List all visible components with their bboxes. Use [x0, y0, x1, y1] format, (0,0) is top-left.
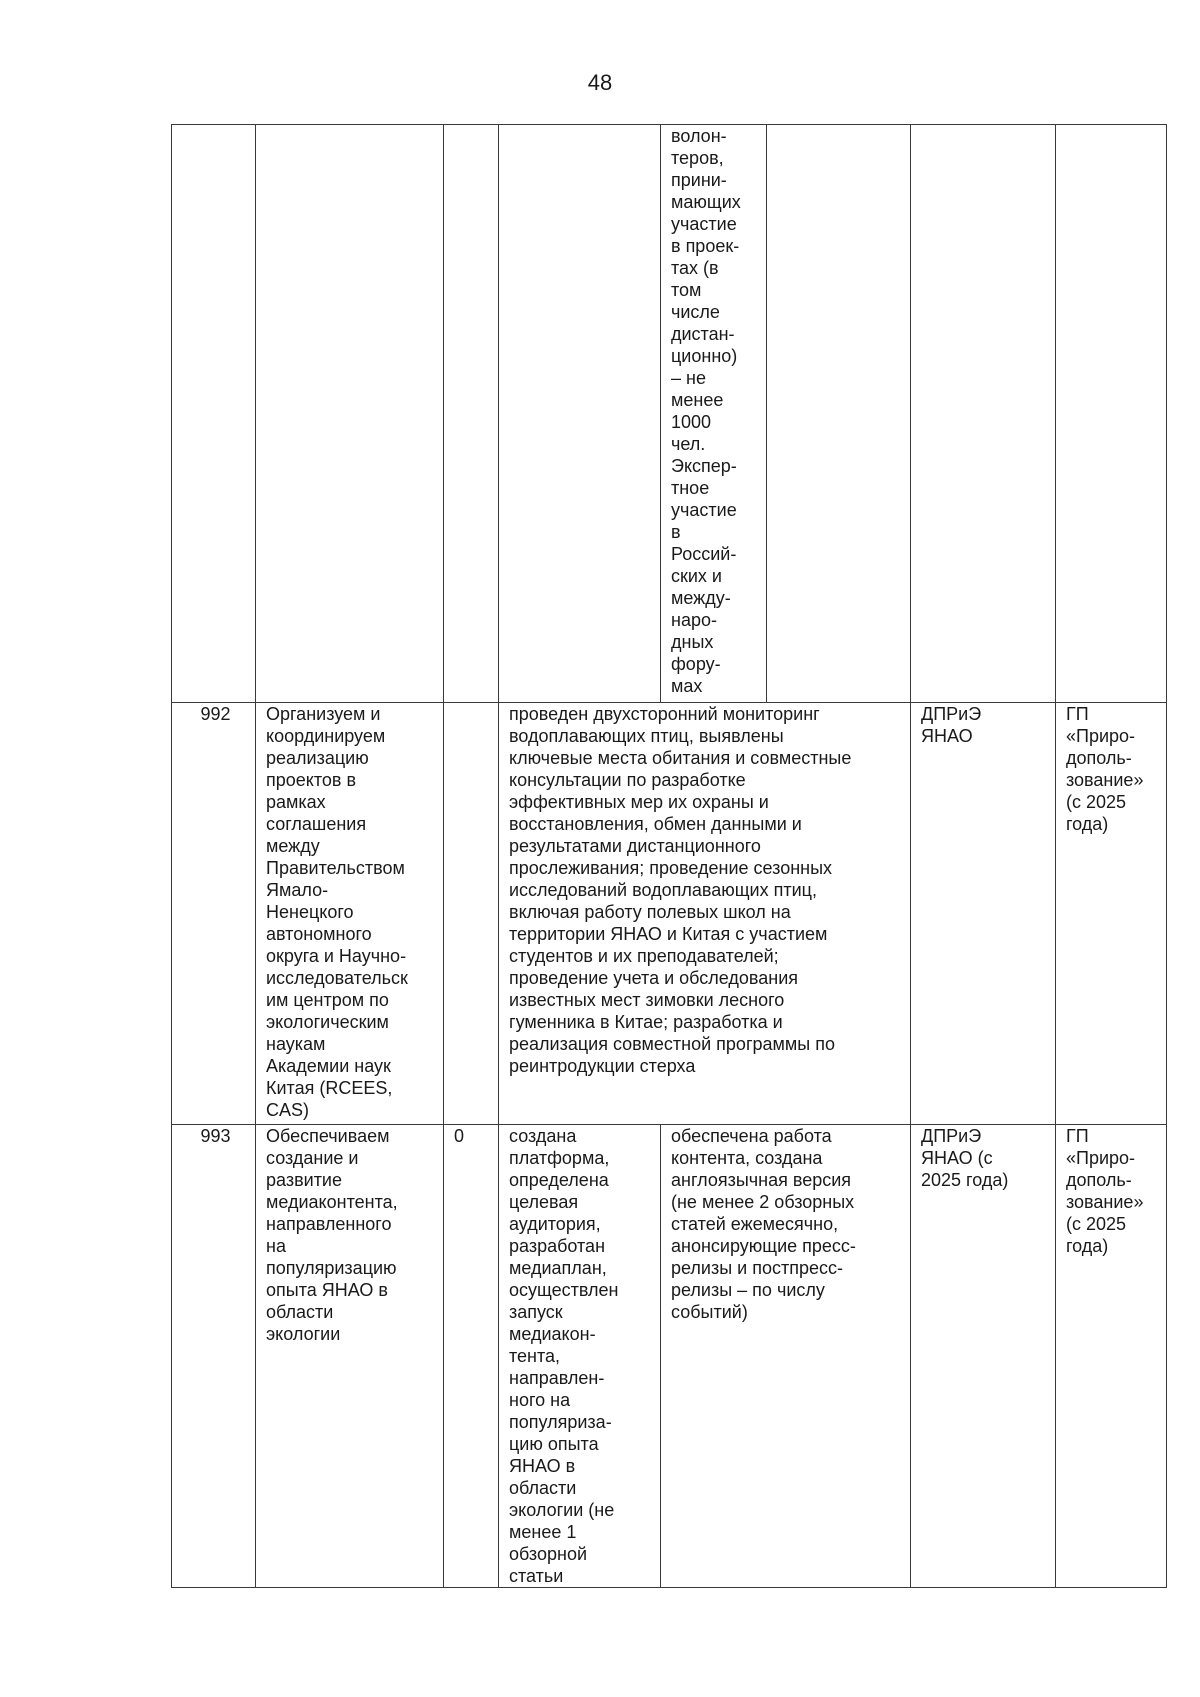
result-final-cell: обеспечена работа контента, создана англоязычная версия (не менее 2 обзорных статей ежемесячно, анонсирующие пресс- релизы и постпресс- релизы – по числу событий) [661, 1125, 911, 1588]
program-cell [1056, 125, 1167, 703]
action-cell [256, 125, 444, 703]
responsible-cell: ДПРиЭ ЯНАО (с 2025 года) [911, 1125, 1056, 1588]
row-number-cell [172, 125, 256, 703]
program-cell: ГП «Приро- дополь- зование» (с 2025 года) [1056, 703, 1167, 1125]
row-number-cell: 992 [172, 703, 256, 1125]
program-cell: ГП «Приро- дополь- зование» (с 2025 года) [1056, 1125, 1167, 1588]
page-number: 48 [587, 70, 613, 95]
responsible-cell: ДПРиЭ ЯНАО [911, 703, 1056, 1125]
table-row [172, 703, 1167, 1125]
base-value-cell [444, 125, 499, 703]
measures-table [171, 124, 1167, 1588]
result-merged-cell: проведен двухсторонний мониторинг водоплавающих птиц, выявлены ключевые места обитания и совместные консультации по разработке эффективных мер их охраны и восстановления, обмен данными и результатами дистанционного прослеживания; проведение сезонных исследований водоплавающих птиц, включая работу полевых школ на территории ЯНАО и Китая с участием студентов и их преподавателей; проведение учета и обследования известных мест зимовки лесного гуменника в Китае; разработка и реализация совместной программы по реинтродукции стерха [499, 703, 911, 1125]
action-cell: Обеспечиваем создание и развитие медиаконтента, направленного на популяризацию опыта ЯНАО в области экологии [256, 1125, 444, 1588]
result-intermediate-cell: создана платформа, определена целевая аудитория, разработан медиаплан, осуществлен запуск медиакон- тента, направлен- ного на популяриза- цию опыта ЯНАО в области экологии (не менее 1 обзорной статьи [499, 1125, 661, 1588]
extra-cell [767, 125, 911, 703]
base-value-cell [444, 703, 499, 1125]
responsible-cell [911, 125, 1056, 703]
row-number-cell: 993 [172, 1125, 256, 1588]
base-value-cell: 0 [444, 1125, 499, 1588]
table-row [172, 125, 1167, 703]
result-final-cell: волон- теров, прини- мающих участие в проек- тах (в том числе дистан- ционно) – не менее 1000 чел. Экспер- тное участие в Россий- ских и между- наро- дных фору- мах [661, 125, 767, 703]
result-intermediate-cell [499, 125, 661, 703]
action-cell: Организуем и координируем реализацию проектов в рамках соглашения между Правительством Ямало- Ненецкого автономного округа и Научно- исследовательск им центром по экологическим наукам Академии наук Китая (RCEES, CAS) [256, 703, 444, 1125]
table-row [172, 1125, 1167, 1588]
